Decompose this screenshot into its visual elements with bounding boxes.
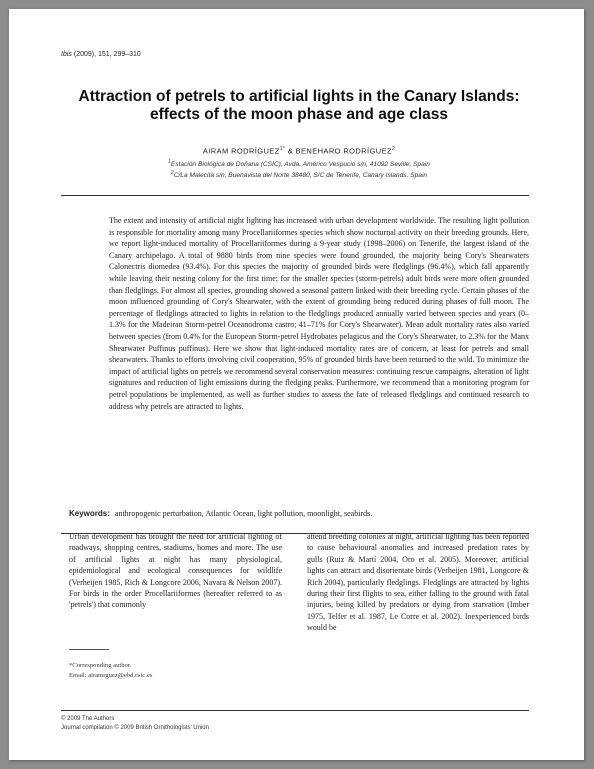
affiliation-1	[69, 159, 529, 168]
footnote-divider	[69, 649, 109, 650]
author-1: AIRAM RODRÍGUEZ	[202, 146, 280, 156]
abstract-text: The extent and intensity of artificial night lighting has increased with urban development worldwide. The resulting light pollution is responsible for mortality among many Procellariiformes species which show nocturnal activity on their breeding grounds. Here, we report light-induced mortality of Procellariiformes during a 9-year study (1998–2006) on Tenerife, the largest island of the Canary archipelago. A total of 9880 birds from nine species were found grounded, the majority being Cory's Shearwaters Calonectris diomedea (93.4%). For this species the majority of grounded birds were fledglings (96.4%), which fall apparently while leaving their nesting colony for the first time; for the smaller species (storm-petrels) adult birds were more often grounded than fledglings. For almost all species, grounding showed a seasonal pattern linked with their breeding cycle. Certain phases of the moon influenced grounding of Cory's Shearwater, with the extent of grounding being reduced during phases of full moon. The percentage of fledglings attracted to lights in relation to the fledglings produced annually varied between species and years (0–1.3% for the Madeiran Storm-petrel Oceanodroma castro; 41–71% for Cory's Shearwater). Mean adult mortality rates also varied between species (from 0.4% for the European Storm-petrel Hydrobates pelagicus and the Cory's Shearwater, to 2.3% for the Manx Shearwater Puffinus puffinus). Here we show that light-induced mortality rates are of concern, at least for petrels and small shearwaters. Thanks to efforts involving civil cooperation, 95% of grounded birds have been returned to the wild. To minimize the impact of artificial lights on petrels we recommend several conservation measures: continuing rescue campaigns, alteration of light signatures and reduction of light emissions during the fledging peaks. Furthermore, we recommend that a monitoring program for petrel populations be implemented, as well as further studies to assess the fate of released fledglings and continued research to address why petrels are attracted to lights.	[109, 216, 529, 411]
journal-volume-pages: (2009), 151, 299–310	[73, 51, 141, 58]
footnote-email: Email: airamrguez@ebd.csic.es	[69, 671, 153, 679]
article-page	[9, 9, 584, 760]
keywords	[69, 509, 529, 518]
footnote-corresponding: *Corresponding author.	[69, 662, 132, 669]
affiliation-1-text: Estación Biológica de Doñana (CSIC), Avda. Américo Vespucio s/n, 41092 Seville, Spain	[170, 161, 430, 169]
author-1-marker: 1*	[279, 146, 286, 152]
abstract	[109, 215, 529, 412]
author-2-marker: 2	[391, 146, 396, 152]
body-paragraph-right: attend breeding colonies at night, artificial lighting has been reported to cause behavioural anomalies and increased predation rates by gulls (Ruiz & Martí 2004, Oro et al. 2005). Moreover, artificial lights can attract and disorientate birds (Verheijen 1981, Longcore & Rich 2004), particularly fledglings. Fledglings are attracted by lights during their first flights to sea, either falling to the ground with fatal injuries, being killed by predators or dying from starvation (Imber 1975, Telfer et al. 1987, Le Corre et al. 2002). Inexperienced birds would be	[307, 532, 529, 633]
journal-citation	[61, 51, 141, 58]
keywords-label: Keywords:	[69, 509, 110, 518]
copyright-authors: © 2009 The Authors	[61, 716, 115, 722]
keywords-text: anthropogenic perturbation, Atlantic Ocean, light pollution, moonlight, seabirds.	[114, 509, 373, 518]
header-divider	[61, 195, 529, 196]
journal-name: Ibis	[61, 51, 72, 58]
footnote	[69, 661, 152, 680]
author-2: & BENEHARO RODRÍGUEZ	[285, 146, 392, 156]
affiliation-2-text: C/La Malecita s/n, Buenavista del Norte 38480, S/C de Tenerife, Canary Islands, Spain	[173, 172, 428, 180]
footer-divider	[61, 710, 529, 711]
article-title: Attraction of petrels to artificial lights in the Canary Islands: effects of the moon phase and age class	[78, 88, 520, 123]
copyright-journal: Journal compilation © 2009 British Ornithologists' Union	[61, 724, 209, 731]
author-line	[69, 146, 529, 156]
affiliation-2	[69, 170, 529, 179]
affiliation-1-number: 1	[168, 159, 171, 165]
affiliation-2-number: 2	[170, 170, 174, 176]
body-paragraph-left: Urban development has brought the need for artificial lighting of roadways, shopping centres, stadiums, homes and more. The use of artificial lights at night has many physiological, epidemiological and ecological consequences for wildlife (Verheijen 1985, Rich & Longcore 2006, Navara & Nelson 2007). For birds in the order Procellariiformes (hereafter referred to as 'petrels') that commonly	[69, 532, 282, 610]
body-column-right	[307, 531, 529, 634]
copyright	[61, 715, 209, 732]
body-column-left	[69, 531, 282, 611]
